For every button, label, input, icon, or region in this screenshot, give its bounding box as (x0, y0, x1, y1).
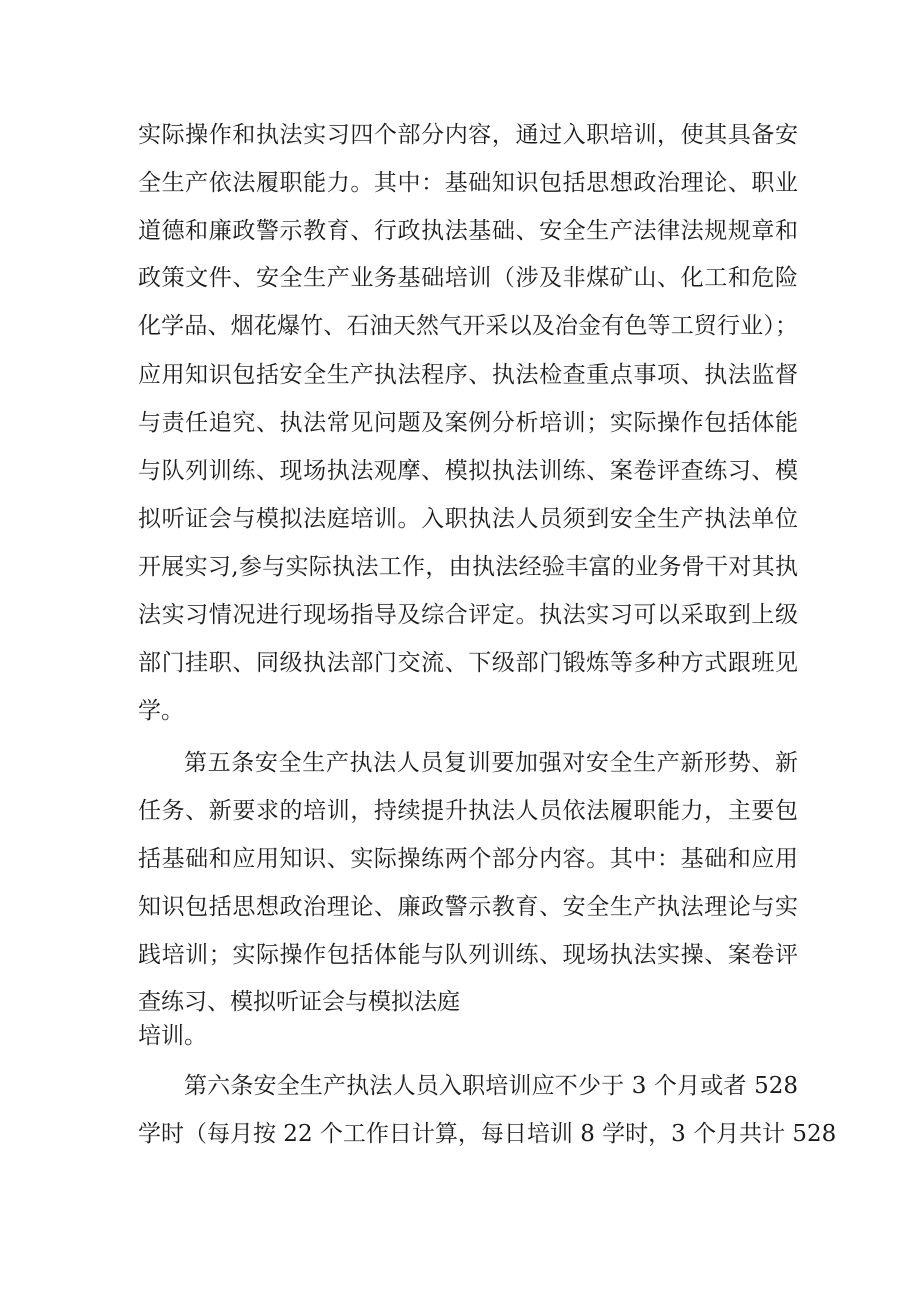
text-line: 化学品、烟花爆竹、石油天然气开采以及冶金有色等工贸行业）； (138, 313, 798, 339)
text-line: 部门挂职、同级执法部门交流、下级部门锻炼等多种方式跟班见 (138, 650, 798, 676)
text-line: 法实习情况进行现场指导及综合评定。执法实习可以采取到上级 (138, 602, 798, 628)
text-line: 开展实习,参与实际执法工作，由执法经验丰富的业务骨干对其执 (138, 554, 798, 580)
text-line: 与队列训练、现场执法观摩、模拟执法训练、案卷评查练习、模 (138, 458, 798, 484)
text-line: 政策文件、安全生产业务基础培训（涉及非煤矿山、化工和危险 (138, 265, 798, 291)
text-line: 学时（每月按 22 个工作日计算，每日培训 8 学时，3 个月共计 528 (138, 1121, 837, 1147)
text-line: 全生产依法履职能力。其中：基础知识包括思想政治理论、职业 (138, 170, 798, 196)
text-line: 括基础和应用知识、实际操练两个部分内容。其中：基础和应用 (138, 846, 798, 872)
text-line: 与责任追究、执法常见问题及案例分析培训；实际操作包括体能 (138, 410, 798, 436)
text-line: 培训。 (138, 1023, 207, 1049)
text-line: 拟听证会与模拟法庭培训。入职执法人员须到安全生产执法单位 (138, 506, 798, 532)
text-line: 知识包括思想政治理论、廉政警示教育、安全生产执法理论与实 (138, 894, 798, 920)
text-line: 应用知识包括安全生产执法程序、执法检查重点事项、执法监督 (138, 362, 798, 388)
text-line: 第六条安全生产执法人员入职培训应不少于 3 个月或者 528 (184, 1073, 798, 1099)
text-line: 查练习、模拟听证会与模拟法庭 (138, 989, 460, 1015)
text-line: 第五条安全生产执法人员复训要加强对安全生产新形势、新 (184, 750, 798, 776)
text-line: 践培训；实际操作包括体能与队列训练、现场执法实操、案卷评 (138, 942, 798, 968)
text-line: 实际操作和执法实习四个部分内容，通过入职培训，使其具备安 (138, 122, 798, 148)
text-line: 学。 (138, 698, 184, 724)
text-line: 任务、新要求的培训，持续提升执法人员依法履职能力，主要包 (138, 798, 798, 824)
text-line: 道德和廉政警示教育、行政执法基础、安全生产法律法规规章和 (138, 218, 798, 244)
